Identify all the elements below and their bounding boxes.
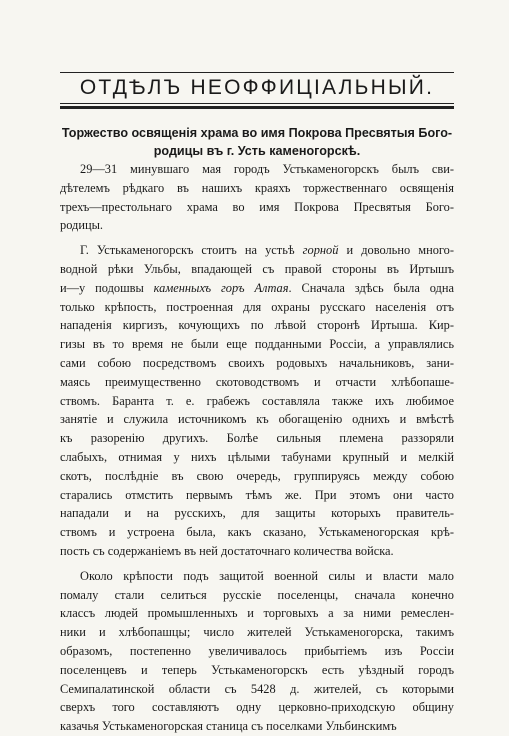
- text-line: только крѣпость, построенная для охраны русскаго населенія отъ: [60, 299, 454, 314]
- emphasis-text: горной: [302, 243, 339, 258]
- text-line: сверхъ того составляютъ одну церковно-приходскую общину: [60, 700, 454, 715]
- text-line: ствомъ и устроена была, какъ сказано, Устькаменогорская крѣ-: [60, 525, 454, 540]
- text-line: водной рѣки Ульбы, впадающей съ правой стороны въ Иртышъ: [60, 261, 454, 276]
- header-rule-bottom-thick: [60, 106, 454, 109]
- section-title: ОТДѢЛЪ НЕОФФИЦІАЛЬНЫЙ.: [79, 76, 435, 99]
- article-title-line: Торжество освященія храма во имя Покрова Пресвятыя Бого-: [61, 126, 453, 140]
- text-line: старались отмстить первымъ тѣмъ же. При этомъ они часто: [60, 487, 454, 502]
- text-line: слабыхъ, отнимая у нихъ цѣлыми табунами крупный и мелкій: [60, 449, 454, 464]
- text-line: нападенія киргизъ, кочующихъ по лѣвой сторонѣ Иртыша. Кир-: [60, 318, 454, 333]
- text-line: Семипалатинской области съ 5428 д. жителей, съ которыми: [60, 681, 454, 696]
- article-body: [60, 160, 454, 736]
- text-line: пость съ содержаніемъ въ ней достаточнаго количества войска.: [60, 543, 394, 558]
- text-line: скотъ, послѣдніе въ свою очередь, группируясь между собою: [60, 468, 454, 483]
- text-line: ники и хлѣбопашцы; число жителей Устькаменогорска, такимъ: [60, 625, 454, 640]
- text-line: классъ людей промышленныхъ и торговыхъ а за ними ремеслен-: [60, 606, 454, 621]
- text-line: поселенцевъ и теперь Устькаменогорскъ есть уѣздный городъ: [60, 662, 454, 677]
- article-title: [60, 124, 454, 160]
- header-rule-bottom-thin: [60, 103, 454, 104]
- paragraph: [60, 241, 454, 561]
- text-line: къ разоренію другихъ. Болѣе сильныя племена раззоряли: [60, 431, 454, 446]
- text-line: нападали и на русскихъ, для защиты которыхъ правитель-: [60, 506, 454, 521]
- text-line: родицы.: [60, 218, 104, 233]
- text-line: Около крѣпости подъ защитой военной силы и власти мало: [80, 568, 454, 583]
- article-title-line: родицы въ г. Усть каменогорскѣ.: [153, 144, 361, 158]
- text-line: маясь преимущественно скотоводствомъ и отчасти хлѣбопаше-: [60, 374, 454, 389]
- text-line: дѣтелемъ рѣдкаго въ нашихъ краяхъ торжественнаго освященія: [60, 180, 454, 195]
- header-rule-top: [60, 72, 454, 73]
- text-line: сами собою посредствомъ своихъ родовыхъ начальниковъ, зани-: [60, 355, 454, 370]
- text-line: и—у подошвы каменныхъ горъ Алтая. Сначала здѣсь была одна: [60, 280, 454, 295]
- text-line: Г. Устькаменогорскъ стоитъ на устьѣ горной и довольно много-: [80, 243, 454, 258]
- text-line: ствомъ. Баранта т. е. грабежъ составляла также ихъ любимое: [60, 393, 454, 408]
- text-line: 29—31 минувшаго мая городъ Устькаменогорскъ былъ сви-: [80, 162, 454, 176]
- text-line: казачья Устькаменогорская станица съ поселками Ульбинскимъ: [60, 719, 397, 734]
- text-line: занятіе и служила источникомъ къ обогащенію однихъ и вмѣстѣ: [60, 412, 454, 427]
- section-header: [60, 72, 454, 109]
- text-line: помалу стали селиться русскіе поселенцы, сначала конечно: [60, 587, 454, 602]
- text-line: трехъ—престольнаго храма во имя Покрова Пресвятыя Бого-: [60, 199, 454, 214]
- paragraph: [60, 567, 454, 736]
- paragraph: [60, 160, 454, 235]
- text-line: образомъ, постепенно увеличивалось прибытіемъ изъ Россіи: [60, 643, 454, 658]
- text-line: гизы въ то время не были еще подданными Россіи, а управлялись: [60, 337, 454, 352]
- emphasis-text: каменныхъ горъ Алтая: [153, 280, 289, 295]
